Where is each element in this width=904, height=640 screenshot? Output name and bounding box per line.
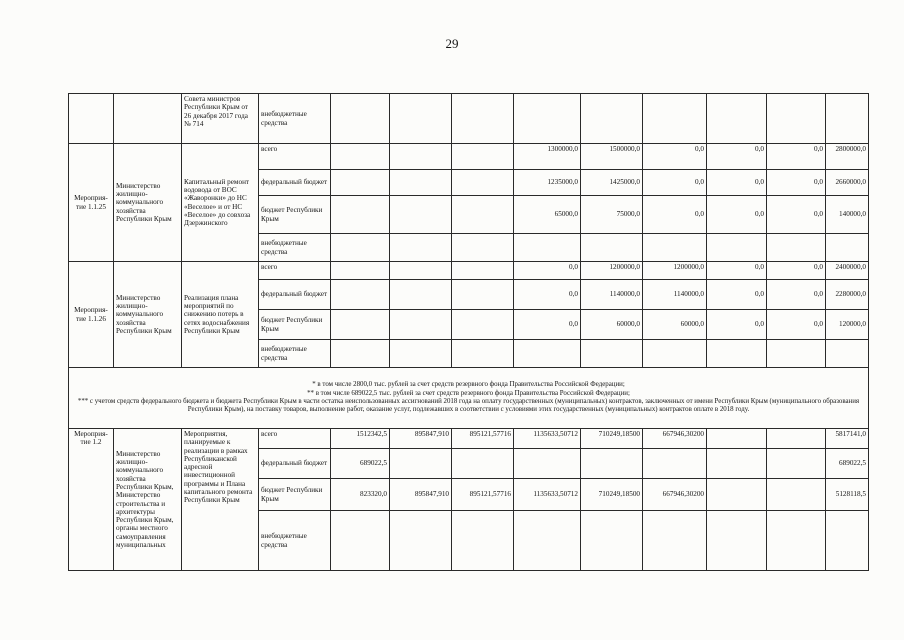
- total-value-cell: 120000,0: [826, 310, 869, 340]
- amount-cell: [331, 170, 390, 196]
- footnote-row: [69, 368, 869, 429]
- amount-cell: [643, 449, 707, 479]
- amount-cell: 0,0: [707, 310, 767, 340]
- amount-cell: 0,0: [767, 280, 826, 310]
- amount-cell: [452, 196, 514, 234]
- total-value-cell: [826, 511, 869, 571]
- measure-code-cell: Мероприя- тие 1.1.26: [69, 262, 114, 368]
- event-description-cell: Капитальный ремонт водовода от ВОС «Жаворонки» до НС «Веселое» и от НС «Веселое» до совхоза Дзержинского: [182, 144, 259, 262]
- table-row: [69, 144, 869, 170]
- amount-cell: [514, 234, 581, 262]
- amount-cell: 895847,910: [390, 479, 452, 511]
- funding-source-cell: всего: [259, 144, 331, 170]
- amount-cell: [581, 449, 643, 479]
- amount-cell: [643, 94, 707, 144]
- amount-cell: 1135633,50712: [514, 429, 581, 449]
- executor-cell: Министерство жилищно- коммунального хозяйства Республики Крым: [114, 262, 182, 368]
- total-value-cell: [826, 234, 869, 262]
- amount-cell: 0,0: [643, 196, 707, 234]
- amount-cell: [767, 479, 826, 511]
- amount-cell: [707, 340, 767, 368]
- executor-cell: Министерство жилищно- коммунального хозяйства Республики Крым, Министерство строительства и архитектуры Республики Крым, органы местного самоуправления муниципальных: [114, 429, 182, 571]
- amount-cell: [452, 449, 514, 479]
- measure-code-cell: [69, 94, 114, 144]
- funding-source-cell: внебюджетные средства: [259, 340, 331, 368]
- total-value-cell: [826, 94, 869, 144]
- funding-source-cell: внебюджетные средства: [259, 94, 331, 144]
- amount-cell: [331, 196, 390, 234]
- amount-cell: 0,0: [514, 310, 581, 340]
- amount-cell: 710249,18500: [581, 479, 643, 511]
- amount-cell: [452, 262, 514, 280]
- amount-cell: [452, 280, 514, 310]
- event-description-cell: Реализация плана мероприятий по снижению потерь в сетях водоснабжения Республики Крым: [182, 262, 259, 368]
- amount-cell: [581, 340, 643, 368]
- amount-cell: 667946,30200: [643, 429, 707, 449]
- amount-cell: [390, 310, 452, 340]
- amount-cell: [452, 170, 514, 196]
- funding-source-cell: всего: [259, 262, 331, 280]
- amount-cell: [390, 234, 452, 262]
- budget-table: [68, 93, 869, 571]
- amount-cell: 0,0: [707, 196, 767, 234]
- amount-cell: 667946,30200: [643, 479, 707, 511]
- amount-cell: 0,0: [707, 144, 767, 170]
- table-row: [69, 429, 869, 449]
- amount-cell: 0,0: [767, 310, 826, 340]
- footnote-1: * в том числе 2800,0 тыс. рублей за счет средств резервного фонда Правительства Российской Федерации;: [312, 381, 625, 389]
- amount-cell: 0,0: [707, 170, 767, 196]
- amount-cell: 1200000,0: [643, 262, 707, 280]
- amount-cell: [390, 340, 452, 368]
- amount-cell: [767, 234, 826, 262]
- amount-cell: [452, 511, 514, 571]
- amount-cell: [452, 144, 514, 170]
- amount-cell: 0,0: [767, 170, 826, 196]
- amount-cell: 0,0: [514, 262, 581, 280]
- amount-cell: 1140000,0: [581, 280, 643, 310]
- amount-cell: [390, 144, 452, 170]
- amount-cell: [581, 94, 643, 144]
- amount-cell: [452, 340, 514, 368]
- amount-cell: [390, 262, 452, 280]
- amount-cell: [390, 170, 452, 196]
- total-value-cell: 140000,0: [826, 196, 869, 234]
- measure-code-cell: Мероприя- тие 1.1.25: [69, 144, 114, 262]
- amount-cell: 1300000,0: [514, 144, 581, 170]
- funding-source-cell: федеральный бюджет: [259, 170, 331, 196]
- amount-cell: [331, 511, 390, 571]
- event-description-cell: Совета министров Республики Крым от 26 декабря 2017 года № 714: [182, 94, 259, 144]
- amount-cell: [767, 511, 826, 571]
- amount-cell: [331, 94, 390, 144]
- amount-cell: 65000,0: [514, 196, 581, 234]
- amount-cell: 895847,910: [390, 429, 452, 449]
- total-value-cell: 2400000,0: [826, 262, 869, 280]
- total-value-cell: 2800000,0: [826, 144, 869, 170]
- amount-cell: 895121,57716: [452, 479, 514, 511]
- amount-cell: [514, 511, 581, 571]
- amount-cell: 1425000,0: [581, 170, 643, 196]
- amount-cell: [707, 511, 767, 571]
- funding-source-cell: внебюджетные средства: [259, 234, 331, 262]
- total-value-cell: 2660000,0: [826, 170, 869, 196]
- amount-cell: [331, 340, 390, 368]
- amount-cell: 823320,0: [331, 479, 390, 511]
- amount-cell: 0,0: [643, 144, 707, 170]
- amount-cell: [581, 511, 643, 571]
- amount-cell: [767, 340, 826, 368]
- amount-cell: [331, 280, 390, 310]
- funding-source-cell: федеральный бюджет: [259, 449, 331, 479]
- amount-cell: 1140000,0: [643, 280, 707, 310]
- amount-cell: 895121,57716: [452, 429, 514, 449]
- total-value-cell: 5817141,0: [826, 429, 869, 449]
- total-value-cell: [826, 340, 869, 368]
- measure-code-cell: Мероприя- тие 1.2: [69, 429, 114, 571]
- executor-cell: [114, 94, 182, 144]
- amount-cell: 60000,0: [643, 310, 707, 340]
- amount-cell: [514, 94, 581, 144]
- amount-cell: [390, 449, 452, 479]
- amount-cell: [452, 310, 514, 340]
- amount-cell: [331, 310, 390, 340]
- amount-cell: [767, 94, 826, 144]
- amount-cell: [514, 340, 581, 368]
- executor-cell: Министерство жилищно- коммунального хозяйства Республики Крым: [114, 144, 182, 262]
- amount-cell: 0,0: [643, 170, 707, 196]
- amount-cell: [581, 234, 643, 262]
- table-row: [69, 262, 869, 280]
- amount-cell: [390, 94, 452, 144]
- amount-cell: [390, 511, 452, 571]
- amount-cell: 689022,5: [331, 449, 390, 479]
- total-value-cell: 5128118,5: [826, 479, 869, 511]
- amount-cell: [452, 94, 514, 144]
- amount-cell: [767, 429, 826, 449]
- amount-cell: [707, 94, 767, 144]
- amount-cell: 1235000,0: [514, 170, 581, 196]
- amount-cell: [643, 511, 707, 571]
- total-value-cell: 689022,5: [826, 449, 869, 479]
- table-row: [69, 94, 869, 144]
- funding-source-cell: бюджет Республики Крым: [259, 196, 331, 234]
- amount-cell: [643, 234, 707, 262]
- amount-cell: [390, 196, 452, 234]
- amount-cell: 0,0: [767, 196, 826, 234]
- funding-source-cell: федеральный бюджет: [259, 280, 331, 310]
- footnote-3: *** с учетом средств федерального бюджета и бюджета Республики Крым в части остатка неиспользованных ассигнований 2018 года на оплату государственных (муниципальных) контрактов, заключенных от имени Республики Крым (муниципального образования Республики Крым), на поставку товаров, выполнение работ, оказание услуг, подлежавших в соответствии с условиями этих государственных (муниципальных) контрактов оплате в 2018 году.: [77, 398, 860, 414]
- amount-cell: 0,0: [707, 280, 767, 310]
- footnotes-cell: [69, 368, 869, 429]
- amount-cell: 710249,18500: [581, 429, 643, 449]
- amount-cell: [514, 449, 581, 479]
- amount-cell: [707, 449, 767, 479]
- amount-cell: 60000,0: [581, 310, 643, 340]
- amount-cell: 75000,0: [581, 196, 643, 234]
- page-number: 29: [445, 36, 459, 51]
- amount-cell: [767, 449, 826, 479]
- event-description-cell: Мероприятия, планируемые к реализации в рамках Республиканской адресной инвестиционной программы и Плана капитального ремонта Республики Крым: [182, 429, 259, 571]
- amount-cell: 0,0: [707, 262, 767, 280]
- funding-source-cell: внебюджетные средства: [259, 511, 331, 571]
- amount-cell: [390, 280, 452, 310]
- amount-cell: 1135633,50712: [514, 479, 581, 511]
- amount-cell: [331, 234, 390, 262]
- amount-cell: [331, 144, 390, 170]
- amount-cell: 1200000,0: [581, 262, 643, 280]
- amount-cell: [452, 234, 514, 262]
- funding-source-cell: бюджет Республики Крым: [259, 310, 331, 340]
- total-value-cell: 2280000,0: [826, 280, 869, 310]
- amount-cell: [707, 429, 767, 449]
- amount-cell: [707, 234, 767, 262]
- funding-source-cell: всего: [259, 429, 331, 449]
- funding-source-cell: бюджет Республики Крым: [259, 479, 331, 511]
- amount-cell: [331, 262, 390, 280]
- amount-cell: 1512342,5: [331, 429, 390, 449]
- amount-cell: 0,0: [767, 144, 826, 170]
- footnote-2: ** в том числе 689022,5 тыс. рублей за счет средств резервного фонда Правительства Российской Федерации;: [307, 389, 630, 397]
- amount-cell: [643, 340, 707, 368]
- amount-cell: 0,0: [514, 280, 581, 310]
- amount-cell: 1500000,0: [581, 144, 643, 170]
- amount-cell: 0,0: [767, 262, 826, 280]
- amount-cell: [707, 479, 767, 511]
